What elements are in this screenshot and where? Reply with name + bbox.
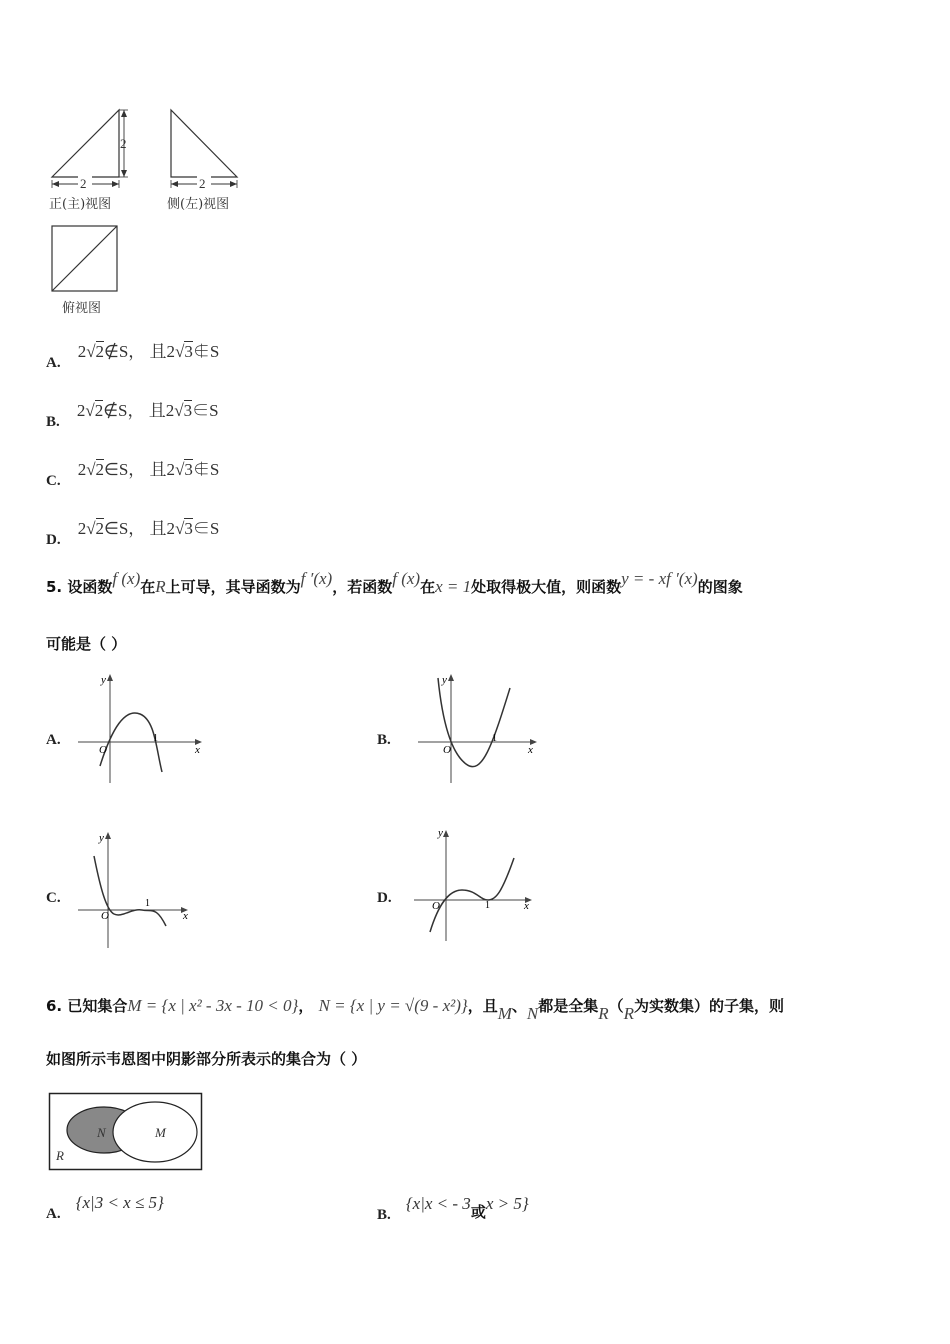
q6-stem: 6. 已知集合M = {x | x² - 3x - 10 < 0}， N = {x | y = √(9 - x²)}，且M、N都是全集R（R为实数集）的子集，则 (46, 996, 785, 1023)
option-math: 2√2∉S， 且2√3∈S (76, 401, 219, 420)
option-label: A. (46, 355, 61, 371)
tick-one-label: 1 (145, 898, 150, 909)
q5-graph-d[interactable] (410, 826, 550, 946)
option-math: 2√2∈S， 且2√3∉S (77, 460, 220, 479)
q5-graph-c[interactable] (70, 826, 210, 956)
q6-stem-line2: 如图所示韦恩图中阴影部分所表示的集合为（ ） (46, 1050, 367, 1068)
q5-option-a-label[interactable]: A. (46, 732, 61, 748)
q5-stem: 5. 设函数f (x)在R上可导，其导函数为f ′(x)，若函数f (x)在x = 1处取得极大值，则函数y = - xf ′(x)的图象 (46, 569, 743, 596)
q5-stem-line2: 可能是（ ） (46, 635, 127, 653)
set-r-label: R (56, 1148, 64, 1163)
set-n-label: N (97, 1125, 106, 1140)
venn-diagram (48, 1092, 208, 1174)
option-or: 或 (470, 1203, 486, 1221)
origin-label: O (99, 744, 107, 756)
axis-x-label: x (528, 744, 533, 756)
axis-y-label: y (442, 674, 447, 686)
axis-y-label: y (99, 832, 104, 844)
tick-one-label: 1 (153, 733, 158, 744)
axis-x-label: x (524, 900, 529, 912)
top-view-caption: 俯视图 (62, 301, 102, 316)
q4-option-a[interactable] (46, 337, 220, 371)
option-label: A. (46, 1206, 61, 1222)
axis-x-label: x (183, 910, 188, 922)
front-width-label: 2 (80, 176, 87, 191)
q6-option-a[interactable] (46, 1193, 164, 1222)
option-math-a: {x|x < - 3 (405, 1194, 471, 1213)
front-height-label: 2 (120, 136, 127, 151)
q6-option-b[interactable] (377, 1193, 529, 1223)
origin-label: O (443, 744, 451, 756)
option-label: B. (377, 1207, 391, 1223)
side-width-label: 2 (199, 176, 206, 191)
tick-one-label: 1 (492, 733, 497, 744)
option-math: 2√2∈S， 且2√3∈S (77, 519, 220, 538)
q5-graph-a[interactable] (70, 668, 210, 788)
origin-label: O (101, 910, 109, 922)
origin-label: O (432, 900, 440, 912)
option-math-b: x > 5} (485, 1194, 529, 1213)
side-view-caption: 侧(左)视图 (167, 197, 230, 212)
q5-option-d-label[interactable]: D. (377, 890, 392, 906)
tick-one-label: 1 (485, 900, 490, 911)
set-m-label: M (155, 1125, 166, 1140)
option-label: D. (46, 532, 61, 548)
front-view-triangle (52, 110, 119, 177)
axis-y-label: y (101, 674, 106, 686)
option-math: 2√2∉S， 且2√3∉S (77, 342, 220, 361)
q5-option-c-label[interactable]: C. (46, 890, 61, 906)
axis-y-label: y (438, 827, 443, 839)
q5-option-b-label[interactable]: B. (377, 732, 391, 748)
front-view-caption: 正(主)视图 (49, 197, 112, 212)
option-label: C. (46, 473, 61, 489)
option-math: {x|3 < x ≤ 5} (75, 1193, 164, 1212)
q4-option-b[interactable] (46, 396, 219, 430)
option-label: B. (46, 414, 60, 430)
q4-option-c[interactable] (46, 455, 220, 489)
q5-graph-b[interactable] (410, 668, 550, 788)
axis-x-label: x (195, 744, 200, 756)
side-view-triangle (171, 110, 237, 177)
q4-option-d[interactable] (46, 514, 220, 548)
